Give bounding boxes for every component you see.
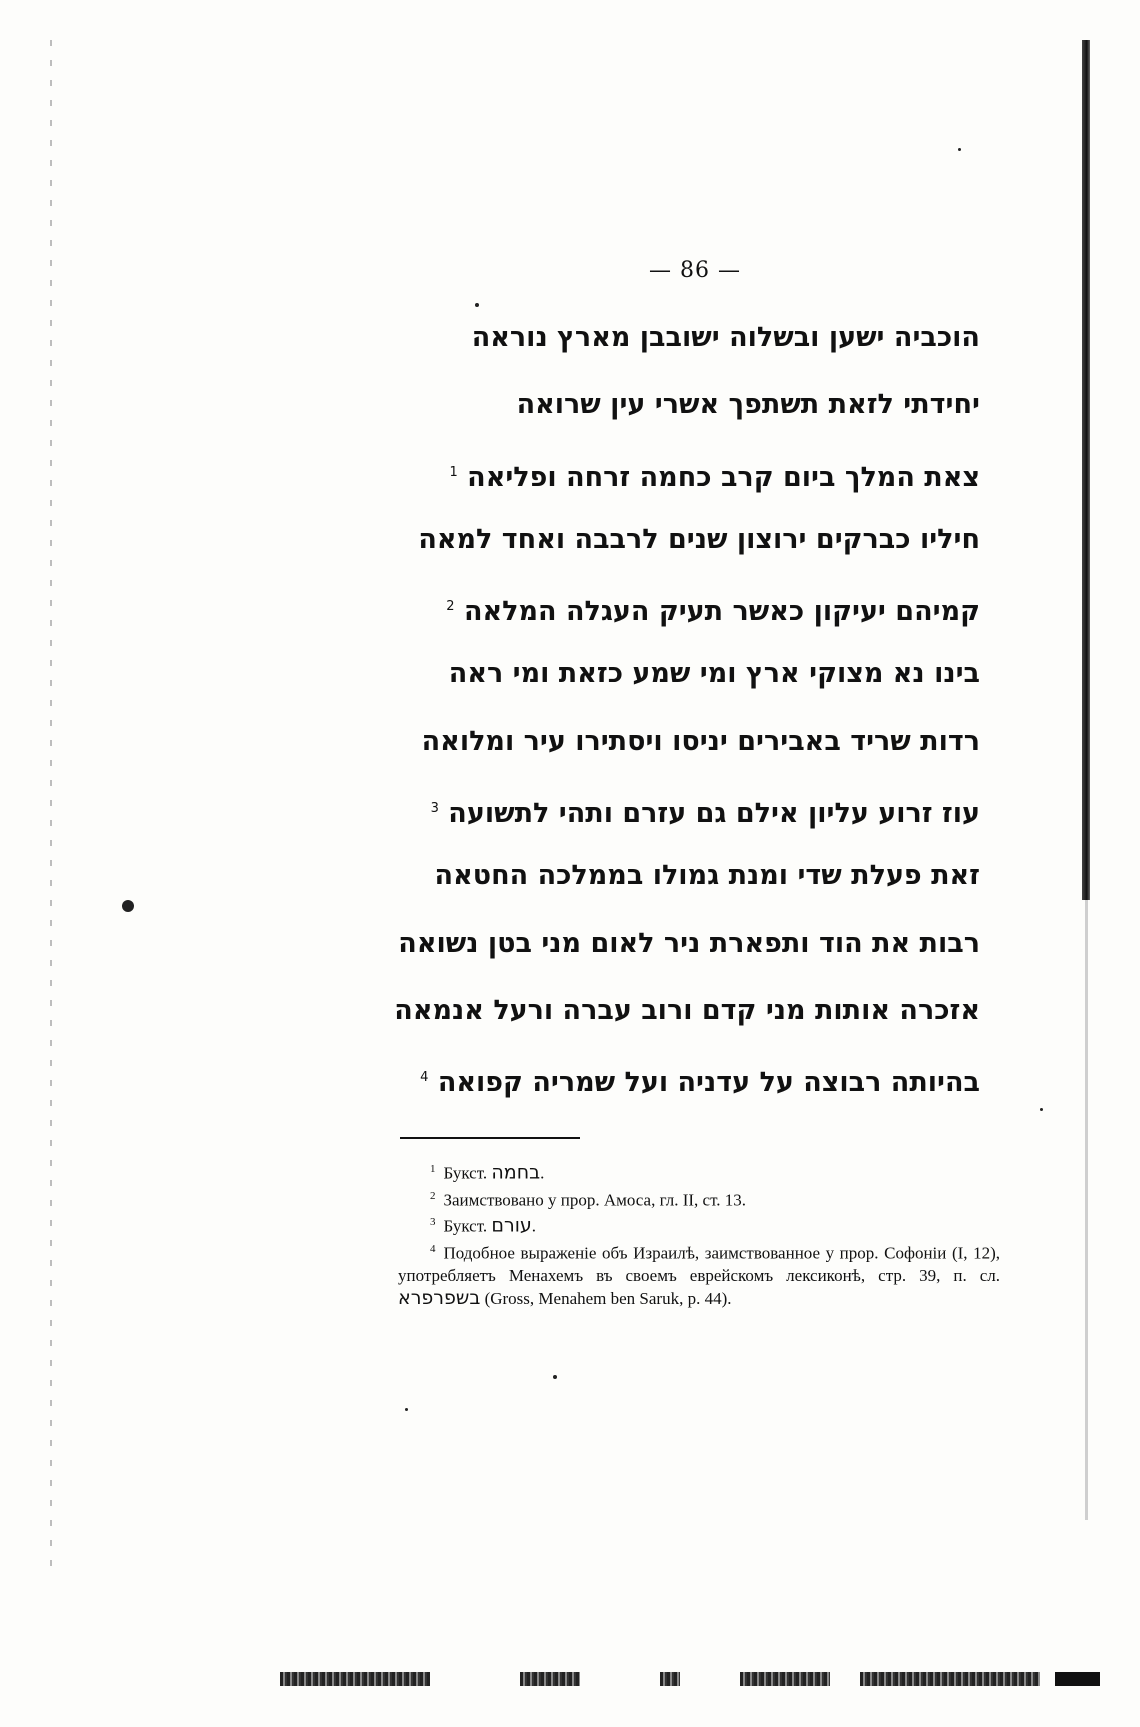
scan-speck — [405, 1408, 408, 1411]
poem-line — [421, 722, 980, 789]
footnote-marker: 1 — [449, 464, 458, 480]
poem-line-text: יחידתי לזאת תשתפך אשרי עין שרואה — [516, 389, 980, 421]
footnote-text-after: . — [540, 1163, 545, 1183]
poem-line — [420, 1058, 980, 1125]
poem-line — [448, 654, 980, 721]
footnote-number: 2 — [430, 1189, 436, 1202]
scan-speck — [475, 303, 479, 307]
footnote-marker: 2 — [446, 599, 455, 615]
footnote-text: Букст. — [443, 1163, 488, 1183]
footnote-number: 3 — [430, 1216, 436, 1229]
footnote — [398, 1211, 1000, 1238]
footnote — [398, 1158, 1000, 1185]
footnote-text: Букст. — [443, 1216, 488, 1236]
scan-speck — [1040, 1108, 1043, 1111]
poem-line-text: אזכרה אותות מני קדם ורוב עברה ורעל אנמאה — [394, 994, 980, 1026]
poem-line — [449, 453, 980, 520]
poem-line-text: עוז זרוע עליון אילם גם עזרם ותהי לתשועה — [448, 798, 980, 830]
scan-border-right-lower — [1085, 900, 1088, 1520]
poem-line — [398, 924, 980, 991]
poem-line-text: רדות שריד באבירים יניסו ויסתירו עיר ומלואה — [421, 725, 980, 757]
poem-line — [470, 385, 980, 452]
poem-line — [446, 587, 980, 654]
poem-line-text: צאת המלך ביום קרב כחמה זרחה ופליאה — [467, 461, 980, 493]
poem-line — [418, 520, 980, 587]
footnote-hebrew-word: בחמה — [491, 1161, 541, 1184]
footnote-number: 1 — [430, 1163, 436, 1175]
poem-line — [434, 856, 980, 923]
scan-border-right — [1082, 40, 1090, 900]
poem-line — [470, 318, 980, 385]
hebrew-poem — [394, 318, 980, 1126]
footnote-text-after: . — [531, 1216, 537, 1236]
poem-line — [430, 789, 980, 856]
page-number: — 86 — — [649, 258, 741, 283]
poem-line-text: בינו נא מצוקי ארץ ומי שמע כזאת ומי ראה — [448, 658, 980, 690]
footnote-hebrew-word: עורם — [491, 1214, 532, 1237]
footnote-text: Заимствовано у прор. Амоса, гл. II, ст. 13. — [443, 1190, 746, 1210]
scan-speck — [122, 900, 134, 912]
poem-line-text: קמיהם יעיקון כאשר תעיק העגלה המלאה — [463, 596, 980, 628]
footnote-marker: 4 — [420, 1070, 429, 1086]
poem-line-text: רבות את הוד ותפארת ניר לאום מני בטן נשואה — [398, 927, 980, 959]
poem-line-text: חיליו כברקים ירוצון שנים לרבבה ואחד למאה — [418, 523, 980, 555]
poem-line — [394, 991, 980, 1058]
poem-line-text: הוכביה ישען ובשלוה ישובבן מארץ נוראה — [471, 322, 980, 353]
footnote-hebrew-word: בשפרפרא — [398, 1286, 481, 1309]
poem-line-text: בהיותה רבוצה על עדניה ועל שמריה קפואה — [437, 1067, 980, 1099]
footnote-text: Подобное выраженіе объ Израилѣ, заимствованное у прор. Софоніи (I, 12), употребляетъ Менахемъ въ своемъ еврейскомъ лексиконѣ, стр. 39, п. сл. — [398, 1243, 1000, 1285]
footnote-divider — [400, 1137, 580, 1139]
scan-bottom-noise — [280, 1672, 1100, 1690]
scan-speck — [553, 1375, 557, 1379]
poem-line-text: זאת פעלת שדי ומנת גמולו בממלכה החטאה — [434, 860, 980, 892]
footnotes — [398, 1158, 1000, 1310]
footnote — [398, 1185, 1000, 1212]
footnote — [398, 1238, 1000, 1310]
scan-speck — [958, 148, 961, 151]
footnote-marker: 3 — [430, 801, 439, 817]
footnote-number: 4 — [430, 1242, 436, 1255]
scan-border-left — [50, 40, 52, 1580]
footnote-text-after: (Gross, Menahem ben Saruk, p. 44). — [484, 1288, 732, 1308]
